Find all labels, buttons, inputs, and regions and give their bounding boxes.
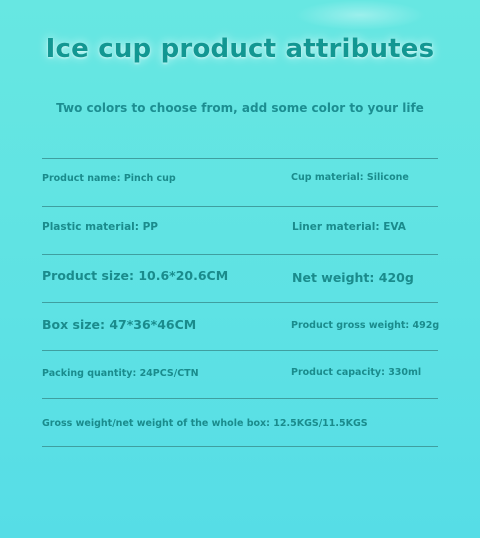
attr-gross-weight: Product gross weight: 492g bbox=[291, 320, 440, 331]
attr-product-size: Product size: 10.6*20.6CM bbox=[42, 268, 229, 283]
divider bbox=[42, 398, 438, 399]
attr-product-capacity: Product capacity: 330ml bbox=[291, 367, 422, 378]
attr-liner-material: Liner material: EVA bbox=[292, 221, 406, 233]
attr-packing-quantity: Packing quantity: 24PCS/CTN bbox=[42, 368, 199, 379]
top-glow-decoration bbox=[295, 0, 425, 30]
divider bbox=[42, 206, 438, 207]
divider bbox=[42, 446, 438, 447]
attr-product-name: Product name: Pinch cup bbox=[42, 173, 176, 184]
attr-box-weight: Gross weight/net weight of the whole box: 12.5KGS/11.5KGS bbox=[42, 418, 368, 429]
page-title: Ice cup product attributes bbox=[45, 34, 435, 64]
attr-box-size: Box size: 47*36*46CM bbox=[42, 317, 197, 332]
divider bbox=[42, 302, 438, 303]
divider bbox=[42, 158, 438, 159]
page-subtitle: Two colors to choose from, add some color to your life bbox=[56, 101, 424, 115]
divider bbox=[42, 254, 438, 255]
attr-cup-material: Cup material: Silicone bbox=[291, 172, 409, 183]
divider bbox=[42, 350, 438, 351]
attr-net-weight: Net weight: 420g bbox=[292, 270, 414, 285]
attr-plastic-material: Plastic material: PP bbox=[42, 221, 159, 233]
